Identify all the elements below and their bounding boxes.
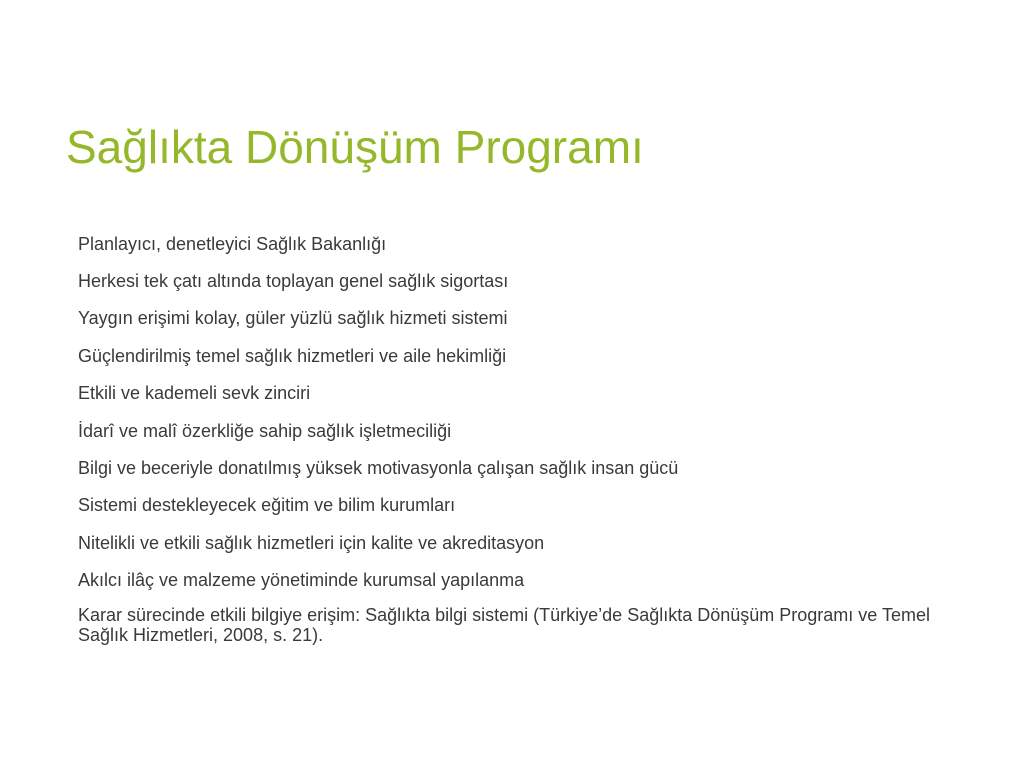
list-item: Akılcı ilâç ve malzeme yönetiminde kurumsal yapılanma xyxy=(78,570,525,591)
list-item: Bilgi ve beceriyle donatılmış yüksek motivasyonla çalışan sağlık insan gücü xyxy=(78,458,679,479)
list-item: İdarî ve malî özerkliğe sahip sağlık işletmeciliği xyxy=(78,420,452,441)
list-item: Herkesi tek çatı altında toplayan genel sağlık sigortası xyxy=(78,271,509,292)
bullet-list xyxy=(78,225,958,645)
list-item: Nitelikli ve etkili sağlık hizmetleri için kalite ve akreditasyon xyxy=(78,532,545,553)
list-item: Planlayıcı, denetleyici Sağlık Bakanlığı xyxy=(78,233,387,254)
list-item: Etkili ve kademeli sevk zinciri xyxy=(78,383,311,404)
list-item: Karar sürecinde etkili bilgiye erişim: Sağlıkta bilgi sistemi (Türkiye’de Sağlıkta Dönüşüm Programı ve Temel Sağlık Hizmetleri, 2008, s. 21). xyxy=(78,604,930,645)
list-item: Güçlendirilmiş temel sağlık hizmetleri ve aile hekimliği xyxy=(78,345,507,366)
list-item: Sistemi destekleyecek eğitim ve bilim kurumları xyxy=(78,495,456,516)
slide-title: Sağlıkta Dönüşüm Programı xyxy=(66,121,644,173)
list-item: Yaygın erişimi kolay, güler yüzlü sağlık hizmeti sistemi xyxy=(78,308,508,329)
